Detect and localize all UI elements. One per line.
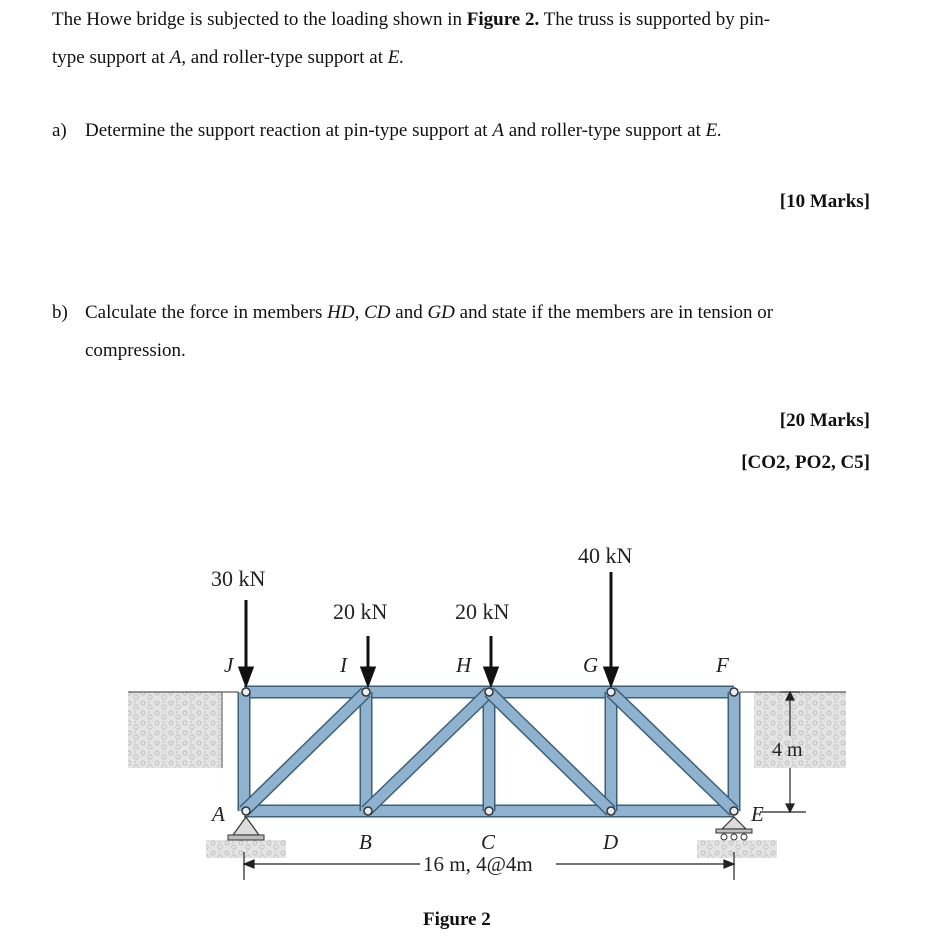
pin-b <box>364 807 372 815</box>
pin-d <box>607 807 615 815</box>
truss-members <box>244 692 734 811</box>
node-label-i: I <box>340 653 347 677</box>
node-label-e: E <box>751 802 764 826</box>
pin-j <box>242 688 250 696</box>
figure-caption: Figure 2 <box>423 909 491 930</box>
question-b-label: b) <box>52 302 68 323</box>
support-a-label: A, <box>169 47 187 68</box>
load-label-i: 20 kN <box>333 599 388 624</box>
pin-c <box>485 807 493 815</box>
figure-reference: Figure 2. <box>466 9 540 30</box>
left-ground <box>128 692 222 768</box>
left-base-ground <box>206 840 286 858</box>
node-label-g: G <box>583 653 599 677</box>
roller-support-e <box>716 817 752 840</box>
question-a-text: Determine the support reaction at pin-type support at A and roller-type support at E. <box>85 120 722 141</box>
question-a-label: a) <box>52 120 67 141</box>
node-label-f: F <box>716 653 729 677</box>
span-dimension-label: 16 m, 4@4m <box>423 852 533 876</box>
question-b-marks: [20 Marks] <box>779 410 870 431</box>
pin-g <box>607 688 615 696</box>
question-b-text: Calculate the force in members HD, CD and GD and state if the members are in tension or <box>85 302 774 323</box>
right-base-ground <box>697 840 777 858</box>
node-label-j: J <box>224 653 234 677</box>
pin-e <box>730 807 738 815</box>
height-dimension-label: 4 m <box>772 739 803 761</box>
load-arrows <box>240 572 617 684</box>
pin-i <box>362 688 370 696</box>
load-label-h: 20 kN <box>455 599 510 624</box>
pin-h <box>485 688 493 696</box>
node-label-c: C <box>481 830 496 854</box>
question-b-text-2: compression. <box>85 340 186 361</box>
question-a-marks: [10 Marks] <box>779 191 870 212</box>
intro-line-2: type support at A, and roller-type support at E. <box>52 47 405 68</box>
howe-truss-figure <box>120 530 860 935</box>
intro-line-1: The Howe bridge is subjected to the loading shown in Figure 2. The truss is supported by pin- <box>52 9 771 30</box>
question-b-outcomes: [CO2, PO2, C5] <box>741 452 870 473</box>
pin-support-a <box>228 817 264 840</box>
node-label-h: H <box>456 653 472 677</box>
load-label-g: 40 kN <box>578 543 633 568</box>
support-e-label: E. <box>387 47 405 68</box>
node-label-a: A <box>212 802 225 826</box>
node-label-d: D <box>603 830 619 854</box>
node-label-b: B <box>359 830 372 854</box>
pin-a <box>242 807 250 815</box>
load-label-j: 30 kN <box>211 566 266 591</box>
pin-f <box>730 688 738 696</box>
